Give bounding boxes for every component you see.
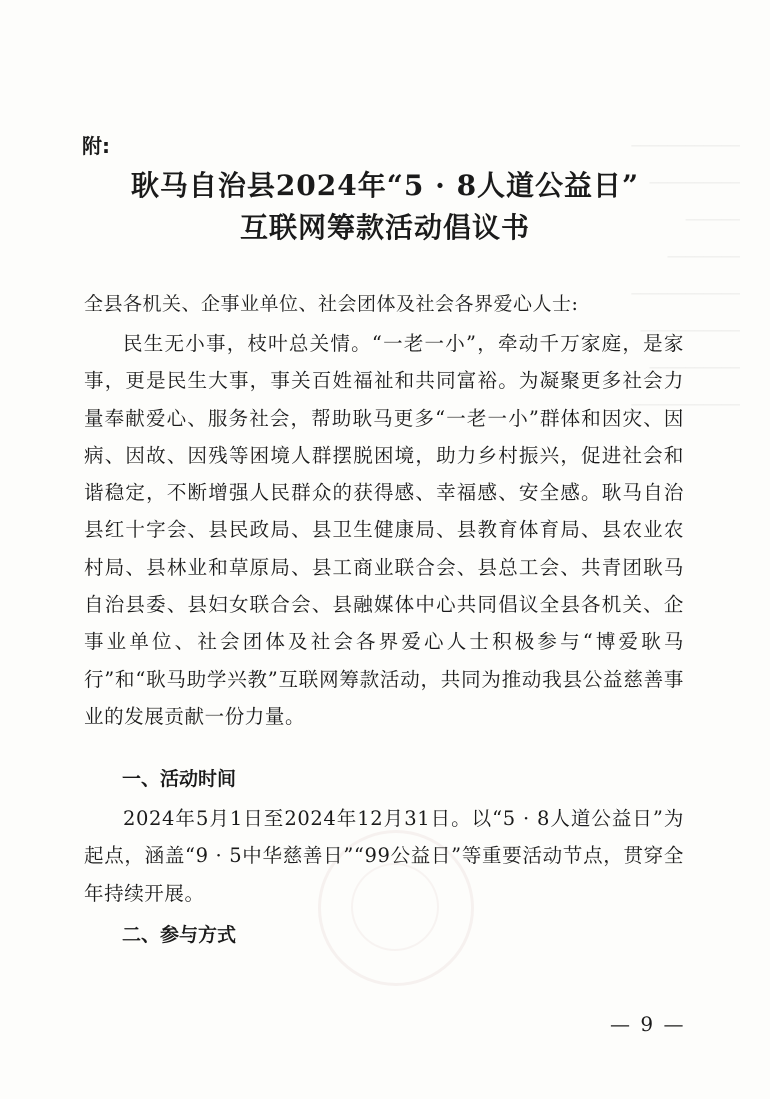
bleed-through-shadow: ──────────── ────────── ────── ──────── ──────────── ─────────── ────────── ──────────── — [631, 137, 740, 414]
document-title-line-2: 互联网筹款活动倡议书 — [239, 211, 530, 244]
salutation: 全县各机关、企事业单位、社会团体及社会各界爱心人士: — [84, 293, 579, 315]
section-heading-participation: 二、参与方式 — [122, 924, 237, 946]
page-number: — 9 — — [610, 1012, 686, 1036]
document-title-line-1: 耿马自治县2024年“5 · 8人道公益日” — [130, 169, 640, 202]
attachment-label: 附: — [82, 134, 110, 158]
paragraph-intro: 民生无小事，枝叶总关情。“一老一小”，牵动千万家庭，是家事，更是民生大事，事关百姓福祉和共同富裕。为凝聚更多社会力量奉献爱心、服务社会，帮助耿马更多“一老一小”群体和因灾、因病、因故、因残等困境人群摆脱困境，助力乡村振兴，促进社会和谐稳定，不断增强人民群众的获得感、幸福感、安全感。耿马自治县红十字会、县民政局、县卫生健康局、县教育体育局、县农业农村局、县林业和草原局、县工商业联合会、县总工会、共青团耿马自治县委、县妇女联合会、县融媒体中心共同倡议全县各机关、企事业单位、社会团体及社会各界爱心人士积极参与“博爱耿马行”和“耿马助学兴教”互联网筹款活动，共同为推动我县公益慈善事业的发展贡献一份力量。 — [84, 332, 684, 728]
paragraph-activity-time: 2024年5月1日至2024年12月31日。以“5 · 8人道公益日”为起点，涵盖“9 · 5中华慈善日”“99公益日”等重要活动节点，贯穿全年持续开展。 — [84, 807, 684, 905]
section-heading-activity-time: 一、活动时间 — [122, 768, 237, 790]
